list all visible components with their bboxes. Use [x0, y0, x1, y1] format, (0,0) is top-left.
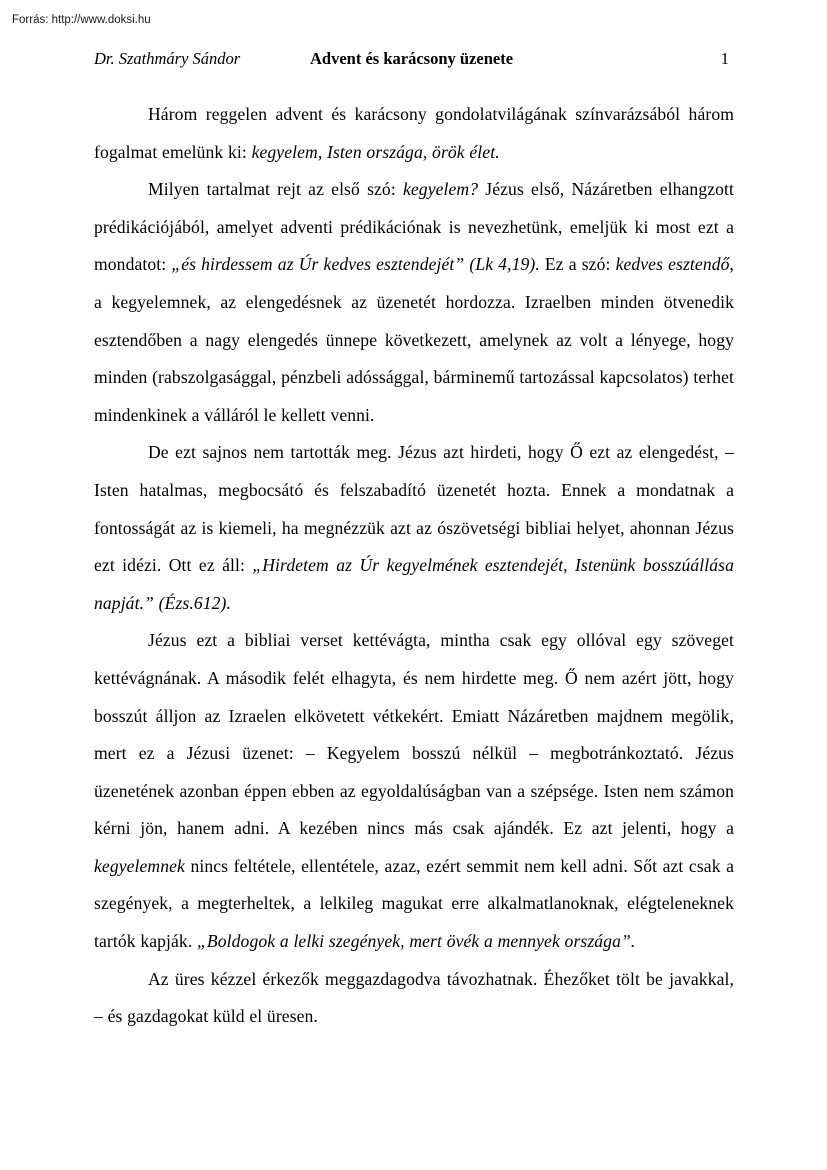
paragraph [94, 96, 734, 171]
body-text-run: Jézus ezt a bibliai verset kettévágta, mintha csak egy ollóval egy szöveget kettévágnának. A második felét elhagyta, és nem hirdette meg. Ő nem azért jött, hogy bosszút álljon az Izraelen elkövetett vétkekért. Emiatt Názáretben majdnem megölik, mert ez a Jézusi üzenet: – Kegyelem bosszú nélkül – megbotránkoztató. Jézus üzenetének azonban éppen ebben az egyoldalúságban van a szépsége. Isten nem számon kérni jön, hanem adni. A kezében nincs más csak ajándék. Ez azt jelenti, hogy a [94, 630, 734, 839]
source-url-text: Forrás: http://www.doksi.hu [12, 14, 151, 26]
emphasis-text: kegyelem? [402, 179, 479, 200]
body-text-run: nincs feltétele, ellentétele, azaz, ezért semmit nem kell adni. Sőt azt csak a szegények, a megterheltek, a lelkileg magukat erre alkalmatlanoknak, elégteleneknek tartók kapják. [94, 855, 734, 952]
paragraph [94, 171, 734, 434]
body-text-run: Három reggelen advent és karácsony gondolatvilágának színvarázsából három fogalmat emelünk ki: [94, 104, 734, 162]
body-text-run: Milyen tartalmat rejt az első szó: [148, 179, 403, 200]
paragraph [94, 622, 734, 960]
body-text-run: Az üres kézzel érkezők meggazdagodva távozhatnak. Éhezőket tölt be javakkal, – és gazdagokat küld el üresen. [94, 968, 734, 1027]
emphasis-text: kedves esztendő [615, 254, 730, 275]
emphasis-text: „Hirdetem az Úr kegyelmének esztendejét, Istenünk bosszúállása napját.” (Ézs.612). [94, 555, 734, 613]
emphasis-text: kegyelem, Isten országa, örök élet. [251, 141, 500, 162]
running-head-author: Dr. Szathmáry Sándor [94, 49, 241, 68]
paragraph [94, 961, 734, 1036]
body-text-run: , a kegyelemnek, az elengedésnek az üzenetét hordozza. Izraelben minden ötvenedik esztendőben a nagy elengedés ünnepe következett, amelynek az volt a lényege, hogy minden (rabszolgasággal, pénzbeli adóssággal, bárminemű tartozással kapcsolatos) terhet mindenkinek a válláról le kellett venni. [94, 254, 735, 425]
emphasis-text: kegyelemnek [94, 855, 185, 876]
emphasis-text: „Boldogok a lelki szegények, mert övék a mennyek országa”. [197, 931, 636, 952]
paragraph [94, 434, 734, 622]
page-number: 1 [720, 49, 729, 68]
running-head-title: Advent és karácsony üzenete [310, 49, 514, 68]
body-text-run: Ez a szó: [539, 254, 616, 275]
source-watermark-strip [0, 0, 827, 32]
body-text [94, 96, 734, 1036]
body-text-run: Jézus első, Názáretben elhangzott prédikációjából, amelyet adventi prédikációnak is nevezhetünk, emeljük ki most ezt a mondatot: [94, 179, 734, 275]
running-head [94, 49, 733, 71]
body-text-run: De ezt sajnos nem tartották meg. Jézus azt hirdeti, hogy Ő ezt az elengedést, – Isten hatalmas, megbocsátó és felszabadító üzenetét hozta. Ennek a mondatnak a fontosságát az is kiemeli, ha megnézzük azt az ószövetségi bibliai helyet, ahonnan Jézus ezt idézi. Ott ez áll: [94, 442, 734, 576]
emphasis-text: „és hirdessem az Úr kedves esztendejét” (Lk 4,19). [171, 254, 540, 275]
